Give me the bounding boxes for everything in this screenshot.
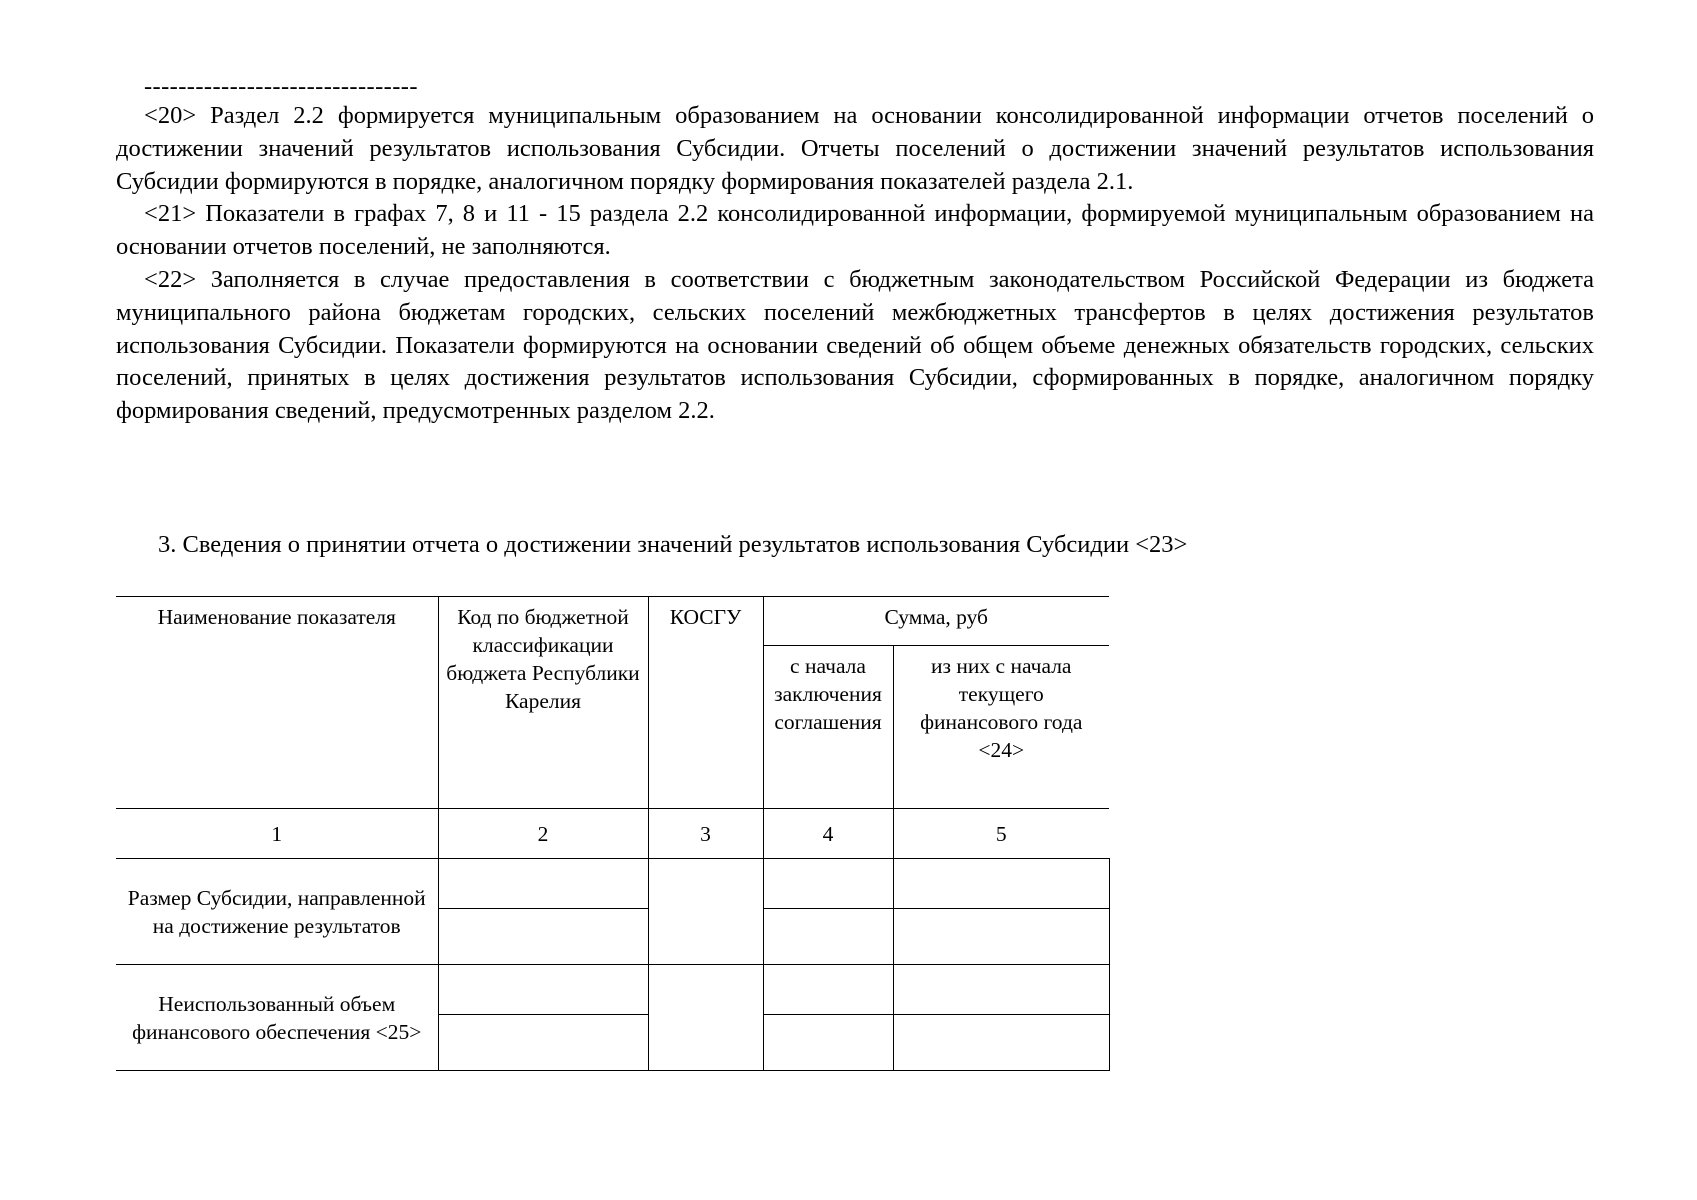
table-cell[interactable] [893, 859, 1109, 909]
footnotes-block [116, 74, 1594, 428]
footnote-22: <22> Заполняется в случае предоставления в соответствии с бюджетным законодательством Российской Федерации из бюджета муниципального района бюджетам городских, сельских поселений межбюджетных трансфертов в целях достижения результатов использования Субсидии. Показатели формируются на основании сведений об общем объеме денежных обязательств городских, сельских поселений, принятых в целях достижения результатов использования Субсидии, сформированных в порядке, аналогичном порядку формирования сведений, предусмотренных разделом 2.2. [116, 265, 1594, 425]
table-cell[interactable] [893, 909, 1109, 965]
table-cell[interactable] [763, 859, 893, 909]
table-cell[interactable] [763, 1015, 893, 1071]
header-indicator-name: Наименование показателя [116, 597, 438, 809]
column-number: 1 [116, 809, 438, 859]
table-cell[interactable] [763, 909, 893, 965]
section-title: 3. Сведения о принятии отчета о достижении значений результатов использования Субсидии <23> [158, 531, 1188, 558]
header-since-agreement: с начала заключения соглашения [763, 646, 893, 809]
table-cell[interactable] [438, 1015, 648, 1071]
header-since-year-start: из них с начала текущего финансового года <24> [893, 646, 1109, 809]
column-number: 3 [648, 809, 763, 859]
header-kosgu: КОСГУ [648, 597, 763, 809]
table-cell[interactable] [893, 1015, 1109, 1071]
table-cell[interactable] [648, 859, 763, 965]
header-budget-code: Код по бюджетной классификации бюджета Республики Карелия [438, 597, 648, 809]
footnote-21: <21> Показатели в графах 7, 8 и 11 - 15 раздела 2.2 консолидированной информации, формируемой муниципальным образованием на основании отчетов поселений, не заполняются. [116, 200, 1594, 261]
table-cell[interactable] [648, 965, 763, 1071]
report-acceptance-table [116, 596, 1110, 1071]
header-amount: Сумма, руб [763, 597, 1109, 646]
row-label-unused-funding: Неиспользованный объем финансового обеспечения <25> [116, 965, 438, 1071]
table-cell[interactable] [438, 909, 648, 965]
table-cell[interactable] [438, 965, 648, 1015]
table-cell[interactable] [763, 965, 893, 1015]
table-cell[interactable] [893, 965, 1109, 1015]
table-cell[interactable] [438, 859, 648, 909]
column-number: 2 [438, 809, 648, 859]
row-label-subsidy-amount: Размер Субсидии, направленной на достижение результатов [116, 859, 438, 965]
column-number: 4 [763, 809, 893, 859]
footnote-20: <20> Раздел 2.2 формируется муниципальным образованием на основании консолидированной информации отчетов поселений о достижении значений результатов использования Субсидии. Отчеты поселений о достижении значений результатов использования Субсидии формируются в порядке, аналогичном порядку формирования показателей раздела 2.1. [116, 102, 1594, 195]
footnote-separator: -------------------------------- [144, 73, 418, 100]
column-number: 5 [893, 809, 1109, 859]
